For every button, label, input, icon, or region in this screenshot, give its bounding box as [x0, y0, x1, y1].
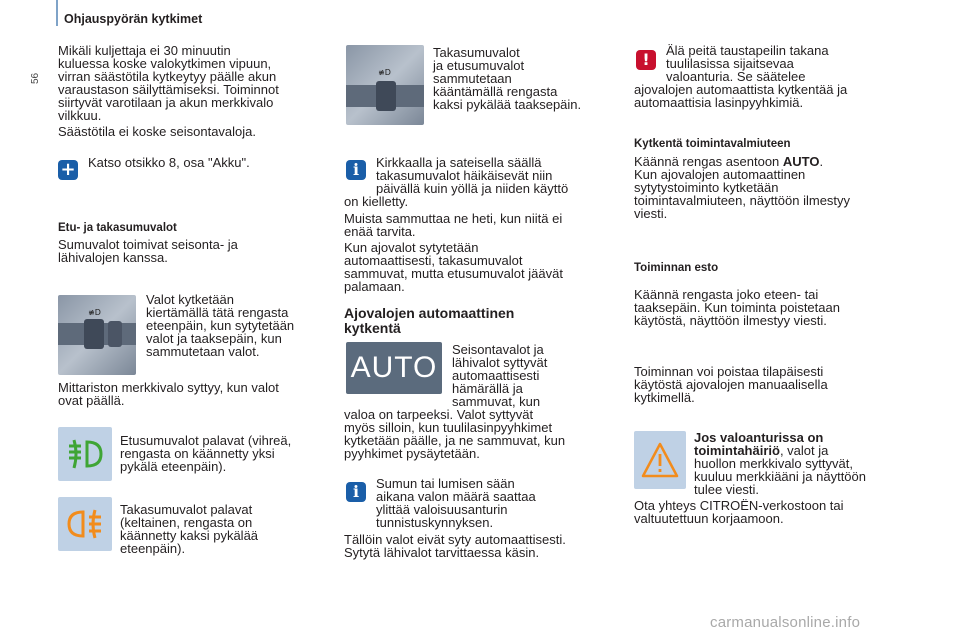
fog-snow-info: Sumun tai lumisen sään aikana valon määrä saattaa ylittää valoisuusanturin tunnistuskynnyksen.: [376, 476, 536, 530]
front-fog-tile: [58, 427, 112, 481]
fault-warning-tile: [634, 431, 686, 489]
switch-off-reminder: Muista sammuttaa ne heti, kun niitä ei enää tarvita.: [344, 211, 563, 239]
auto-keyword: AUTO: [782, 154, 820, 169]
auto-label: AUTO: [350, 351, 438, 384]
watermark: carmanualsonline.info: [710, 614, 861, 631]
indicator-note: Mittariston merkkivalo syttyy, kun valot ovat päällä.: [58, 380, 279, 408]
warning-icon: !: [636, 50, 656, 70]
info-icon: i: [346, 160, 366, 180]
fog-usage-info: Kirkkaalla ja sateisella säällä takasumuvalot häikäisevät niin päivällä kuin yöllä ja niiden käyttö: [376, 155, 569, 196]
rear-fog-icon: [65, 507, 105, 541]
svg-text:≢D: ≢D: [88, 308, 101, 317]
rear-fog-description: Takasumuvalot palavat (keltainen, rengasta on käännetty kaksi pykälää eteenpäin).: [120, 502, 259, 556]
sensor-warning: Älä peitä taustapeilin takana tuulilasissa sijaitsevaa valoanturia. Se säätelee: [666, 43, 829, 84]
info-icon: i: [346, 482, 366, 502]
switch-description: Valot kytketään kiertämällä tätä rengasta eteenpäin, kun sytytetään valot ja taaksepäin, kun sammutetaan valot.: [146, 292, 295, 359]
auto-button-tile: [346, 342, 442, 394]
front-fog-icon: [65, 437, 105, 471]
svg-text:≢D: ≢D: [378, 68, 391, 77]
auto-description-cont: valoa on tarpeeksi. Valot syttyvät myös silloin, kun tuulilasinpyyhkimet kytketään päälle, ja ne sammuvat, kun pyyhkimet pysäytetään.: [344, 407, 566, 461]
sensor-warning-cont: ajovalojen automaattista kytkentää ja automaattisia lasinpyyhkimiä.: [634, 82, 848, 110]
sensor-fault-text: Jos valoanturissa on toimintahäiriö, valot ja huollon merkkivalo syttyvät, kuuluu merkkiääni ja näyttöön tulee viesti.: [694, 430, 866, 497]
deactivation-text: Käännä rengasta joko eteen- tai taaksepäin. Kun toiminta poistetaan käytöstä, näyttöön ilmestyy viesti.: [634, 287, 840, 328]
economy-note: Säästötila ei koske seisontavaloja.: [58, 124, 257, 139]
auto-description: Seisontavalot ja lähivalot syttyvät automaattisesti hämärällä ja sammuvat, kun: [452, 342, 548, 409]
fog-usage-info-cont: on kielletty.: [344, 194, 409, 209]
fog-switch-photo: [346, 45, 424, 125]
warning-triangle-icon: [640, 441, 680, 479]
rear-fog-tile: [58, 497, 112, 551]
activation-heading: Kytkentä toimintavalmiuteen: [634, 138, 791, 150]
plus-icon: +: [58, 160, 78, 180]
activation-text: Käännä rengas asentoon AUTO. Kun ajovalojen automaattinen sytytystoiminto kytketään toimintavalmiuteen, näyttöön ilmestyy viesti.: [634, 154, 851, 221]
intro-paragraph: Mikäli kuljettaja ei 30 minuutin kuluessa koske valokytkimen vipuun, virran säästötila kytkeytyy päälle akun varaustason säilyttämiseksi. Toiminnot siirtyvät varotilaan ja akun merkkivalo vilkkuu.: [58, 43, 279, 123]
front-fog-description: Etusumuvalot palavat (vihreä, rengasta on käännetty yksi pykälä eteenpäin).: [120, 433, 292, 474]
fog-lights-intro: Sumuvalot toimivat seisonta- ja lähivalojen kanssa.: [58, 237, 238, 265]
sensor-fault-contact: Ota yhteys CITROËN-verkostoon tai valtuutettuun korjaamoon.: [634, 498, 844, 526]
fog-off-description: Takasumuvalot ja etusumuvalot sammutetaan kääntämällä rengasta kaksi pykälää taaksepäin.: [433, 45, 582, 112]
auto-fog-note: Kun ajovalot sytytetään automaattisesti, takasumuvalot sammuvat, mutta etusumuvalot jäävät palamaan.: [344, 240, 563, 294]
akku-reference: Katso otsikko 8, osa "Akku".: [88, 155, 250, 170]
section-title: Ohjauspyörän kytkimet: [64, 12, 203, 26]
temporary-disable-text: Toiminnan voi poistaa tilapäisesti käytöstä ajovalojen manuaalisella kytkimellä.: [634, 364, 828, 405]
header-rule: [56, 0, 58, 26]
auto-lighting-heading: Ajovalojen automaattinen kytkentä: [344, 305, 515, 336]
light-switch-photo: [58, 295, 136, 375]
page-number: 56: [30, 72, 41, 84]
deactivation-heading: Toiminnan esto: [634, 262, 719, 274]
fog-lights-heading: Etu- ja takasumuvalot: [58, 222, 177, 234]
manual-lighting-note: Tällöin valot eivät syty automaattisesti. Sytytä lähivalot tarvittaessa käsin.: [344, 532, 566, 560]
